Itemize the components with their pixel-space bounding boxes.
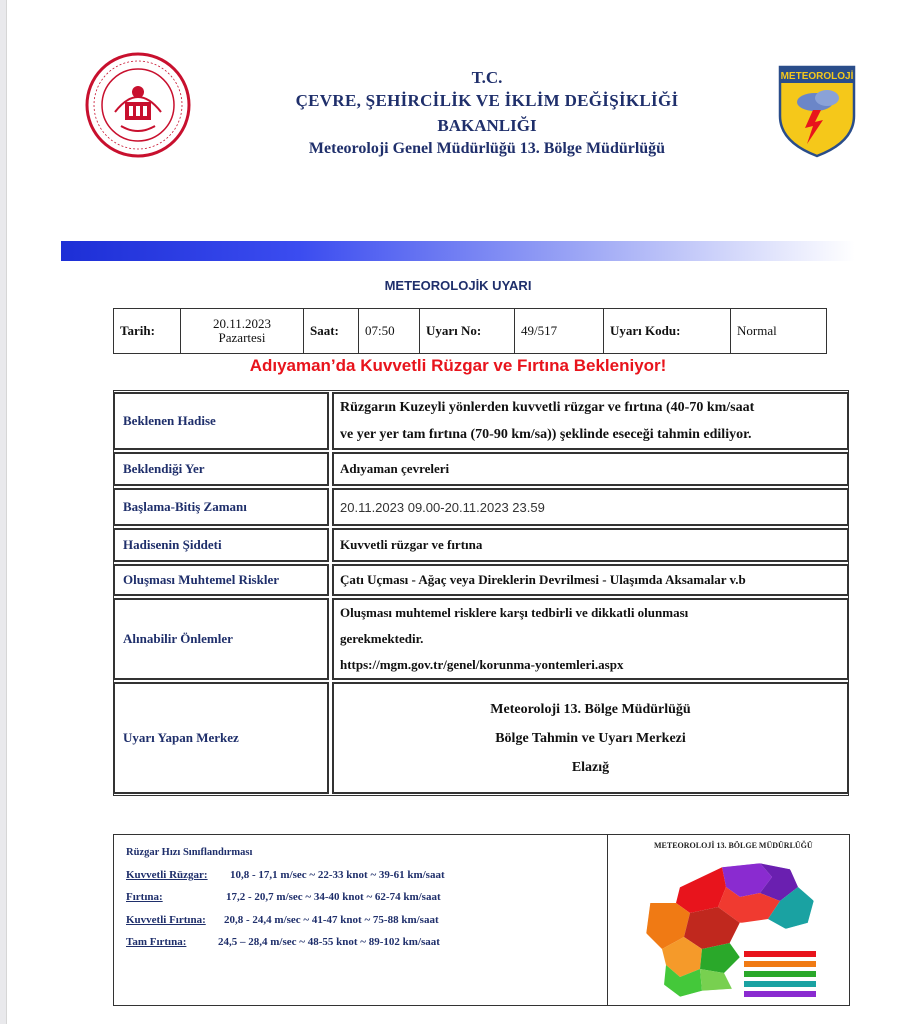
warning-no-label: Uyarı No: bbox=[420, 309, 515, 354]
expected-event-line-2: ve yer yer tam fırtına (70-90 km/sa)) şeklinde eseceği tahmin ediliyor. bbox=[340, 427, 752, 442]
day-text: Pazartesi bbox=[218, 330, 266, 345]
map-title: METEOROLOJİ 13. BÖLGE MÜDÜRLÜĞÜ bbox=[654, 841, 813, 850]
precautions-link[interactable]: https://mgm.gov.tr/genel/korunma-yontemleri.aspx bbox=[340, 657, 624, 672]
warning-title: METEOROLOJİK UYARI bbox=[384, 278, 532, 293]
header-ministry-2: BAKANLIĞI bbox=[437, 116, 537, 135]
severity-label: Hadisenin Şiddeti bbox=[113, 528, 329, 562]
row-severity bbox=[113, 528, 849, 562]
header-tc: T.C. bbox=[471, 68, 503, 87]
wind-class-value: 20,8 - 24,4 m/sec ~ 41-47 knot ~ 75-88 km/saat bbox=[224, 914, 439, 926]
bottom-divider bbox=[607, 835, 608, 1005]
issuing-center-line-3: Elazığ bbox=[571, 759, 610, 775]
meteoroloji-shield-logo bbox=[777, 64, 857, 158]
date-text: 20.11.2023 bbox=[212, 316, 272, 331]
expected-event-label: Beklenen Hadise bbox=[113, 392, 329, 450]
region-map-image bbox=[640, 857, 820, 1002]
start-end-time-label: Başlama-Bitiş Zamanı bbox=[113, 488, 329, 526]
expected-place-label: Beklendiği Yer bbox=[113, 452, 329, 486]
time-label: Saat: bbox=[304, 309, 359, 354]
expected-place-value: Adıyaman çevreleri bbox=[332, 452, 849, 486]
start-end-time-value: 20.11.2023 09.00-20.11.2023 23.59 bbox=[332, 488, 849, 526]
wind-class-value: 10,8 - 17,1 m/sec ~ 22-33 knot ~ 39-61 km/saat bbox=[230, 869, 445, 881]
risks-label: Oluşması Muhtemel Riskler bbox=[113, 564, 329, 596]
row-start-end-time bbox=[113, 488, 849, 526]
row-expected-place bbox=[113, 452, 849, 486]
warning-code-value: Normal bbox=[731, 309, 827, 354]
row-risks bbox=[113, 564, 849, 596]
wind-class-key: Kuvvetli Fırtına: bbox=[126, 914, 206, 926]
wind-class-value: 17,2 - 20,7 m/sec ~ 34-40 knot ~ 62-74 km/saat bbox=[226, 891, 441, 903]
precautions-line-1: Oluşması muhtemel risklere karşı tedbirli ve dikkatli olunması bbox=[340, 605, 689, 620]
precautions-line-2: gerekmektedir. bbox=[340, 631, 424, 646]
document-page bbox=[6, 0, 908, 1024]
issuing-center-value bbox=[332, 682, 849, 794]
row-expected-event bbox=[113, 392, 849, 450]
warning-code-label: Uyarı Kodu: bbox=[604, 309, 731, 354]
severity-value: Kuvvetli rüzgar ve fırtına bbox=[332, 528, 849, 562]
wind-class-storm bbox=[126, 891, 441, 903]
shield-label: METEOROLOJİ bbox=[780, 71, 854, 82]
wind-class-key: Fırtına: bbox=[126, 891, 163, 903]
wind-classification-box bbox=[113, 834, 850, 1006]
expected-event-value bbox=[332, 392, 849, 450]
wind-class-value: 24,5 – 28,4 m/sec ~ 48-55 knot ~ 89-102 km/saat bbox=[218, 936, 440, 948]
header-ministry: ÇEVRE, ŞEHİRCİLİK VE İKLİM DEĞİŞİKLİĞİ bbox=[295, 91, 679, 110]
issuing-center-line-1: Meteoroloji 13. Bölge Müdürlüğü bbox=[490, 701, 691, 717]
wind-class-strong-wind bbox=[126, 869, 445, 881]
precautions-label: Alınabilir Önlemler bbox=[113, 598, 329, 680]
header-gradient-band bbox=[61, 241, 855, 261]
risks-value: Çatı Uçması - Ağaç veya Direklerin Devrilmesi - Ulaşımda Aksamalar v.b bbox=[332, 564, 849, 596]
row-precautions bbox=[113, 598, 849, 680]
warning-no-value: 49/517 bbox=[515, 309, 604, 354]
ministry-seal-logo bbox=[85, 52, 191, 158]
date-label: Tarih: bbox=[114, 309, 181, 354]
time-value: 07:50 bbox=[359, 309, 420, 354]
warning-headline: Adıyaman’da Kuvvetli Rüzgar ve Fırtına Bekleniyor! bbox=[249, 356, 667, 375]
wind-classification-title: Rüzgar Hızı Sınıflandırması bbox=[126, 847, 253, 858]
wind-class-key: Kuvvetli Rüzgar: bbox=[126, 869, 208, 881]
wind-class-key: Tam Fırtına: bbox=[126, 936, 187, 948]
date-value bbox=[181, 309, 304, 354]
issuing-center-line-2: Bölge Tahmin ve Uyarı Merkezi bbox=[495, 730, 686, 746]
header-directorate: Meteoroloji Genel Müdürlüğü 13. Bölge Müdürlüğü bbox=[308, 140, 666, 157]
row-issuing-center bbox=[113, 682, 849, 794]
expected-event-line-1: Rüzgarın Kuzeyli yönlerden kuvvetli rüzgar ve fırtına (40-70 km/saat bbox=[340, 400, 755, 415]
issuing-center-label: Uyarı Yapan Merkez bbox=[113, 682, 329, 794]
wind-class-strong-storm bbox=[126, 914, 439, 926]
precautions-value bbox=[332, 598, 849, 680]
warning-info-table bbox=[113, 308, 827, 354]
wind-class-full-storm bbox=[126, 936, 440, 948]
